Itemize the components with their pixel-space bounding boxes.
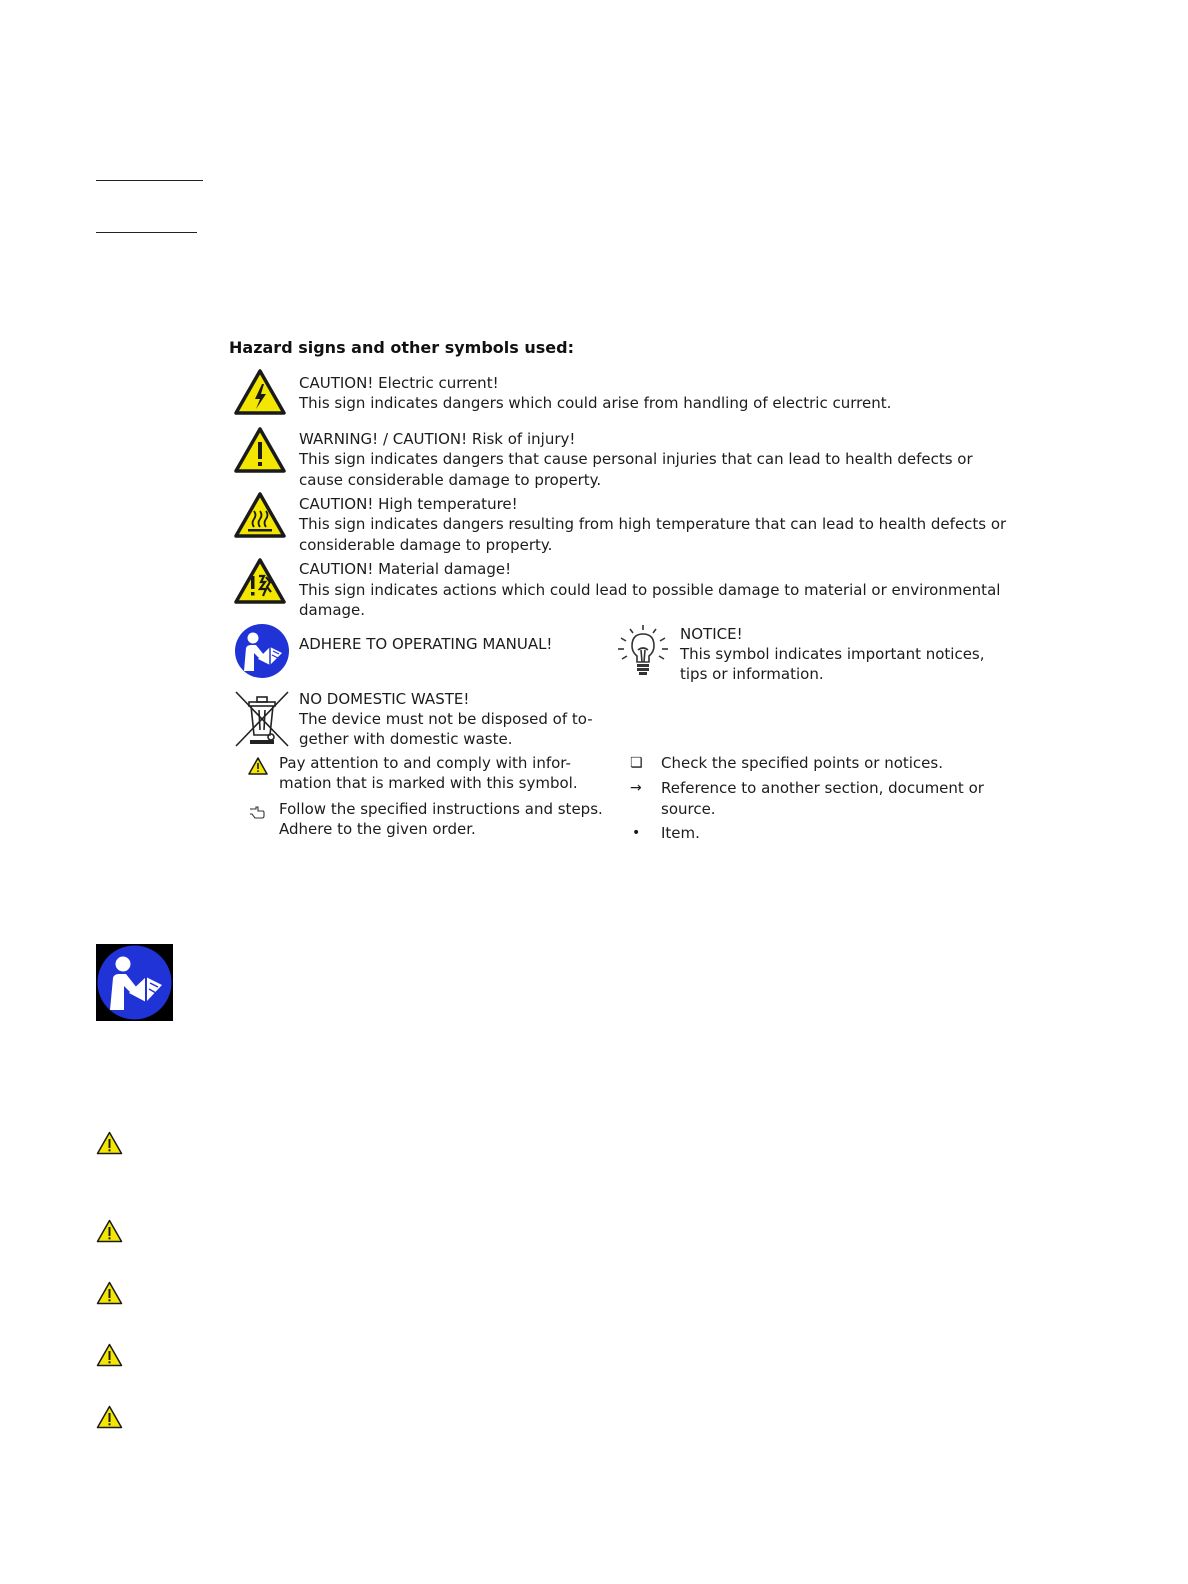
temperature-desc-line-1: This sign indicates dangers resulting from high temperature that can lead to health defects or xyxy=(299,515,1007,533)
right-list-item-3: Item. xyxy=(661,824,700,842)
notice-desc-line-2: tips or information. xyxy=(680,665,824,683)
warning-icon-2 xyxy=(96,1219,123,1243)
material-desc-line-1: This sign indicates actions which could lead to possible damage to material or environmental xyxy=(299,581,1001,599)
right-list-item-1: Check the specified points or notices. xyxy=(661,754,943,772)
lightbulb-icon xyxy=(614,624,672,680)
manual-title: ADHERE TO OPERATING MANUAL! xyxy=(299,635,553,653)
left-list-item-2-line-2: Adhere to the given order. xyxy=(279,820,476,838)
notice-desc-line-1: This symbol indicates important notices, xyxy=(680,645,985,663)
right-list-item-2-line-1: Reference to another section, document or xyxy=(661,779,984,797)
left-list-item-2-line-1: Follow the specified instructions and steps. xyxy=(279,800,603,818)
injury-desc-line-1: This sign indicates dangers that cause personal injuries that can lead to health defects or xyxy=(299,450,973,468)
material-desc-line-2: damage. xyxy=(299,601,366,619)
warning-icon-1 xyxy=(96,1131,123,1155)
temperature-title: CAUTION! High temperature! xyxy=(299,495,518,513)
warning-icon-3 xyxy=(96,1281,123,1305)
arrow-icon: → xyxy=(630,780,642,796)
electric-desc: This sign indicates dangers which could arise from handling of electric current. xyxy=(299,394,892,412)
material-damage-icon xyxy=(233,557,287,605)
warning-icon-4 xyxy=(96,1343,123,1367)
right-list-item-2-line-2: source. xyxy=(661,800,716,818)
bullet-icon: • xyxy=(632,825,641,841)
operating-manual-icon xyxy=(234,623,290,679)
operating-manual-icon-large xyxy=(96,944,173,1021)
waste-desc-line-1: The device must not be disposed of to- xyxy=(299,710,593,728)
left-list-item-1-line-2: mation that is marked with this symbol. xyxy=(279,774,578,792)
notice-title: NOTICE! xyxy=(680,625,743,643)
warning-icon-5 xyxy=(96,1405,123,1429)
temperature-desc-line-2: considerable damage to property. xyxy=(299,536,553,554)
general-warning-icon xyxy=(233,426,287,474)
electric-title: CAUTION! Electric current! xyxy=(299,374,499,392)
header-rule-top xyxy=(96,180,203,181)
crossed-bin-icon xyxy=(234,690,290,748)
injury-desc-line-2: cause considerable damage to property. xyxy=(299,471,602,489)
waste-title: NO DOMESTIC WASTE! xyxy=(299,690,470,708)
symbols-heading: Hazard signs and other symbols used: xyxy=(229,338,574,357)
waste-desc-line-2: gether with domestic waste. xyxy=(299,730,513,748)
left-list-item-1-line-1: Pay attention to and comply with infor- xyxy=(279,754,571,772)
material-title: CAUTION! Material damage! xyxy=(299,560,512,578)
hot-surface-icon xyxy=(233,491,287,539)
header-rule-bottom xyxy=(96,232,197,233)
electric-warning-icon xyxy=(233,368,287,416)
checkbox-icon: ❏ xyxy=(630,755,643,771)
hand-pointer-icon xyxy=(249,806,265,820)
injury-title: WARNING! / CAUTION! Risk of injury! xyxy=(299,430,576,448)
small-warning-icon xyxy=(248,757,268,775)
